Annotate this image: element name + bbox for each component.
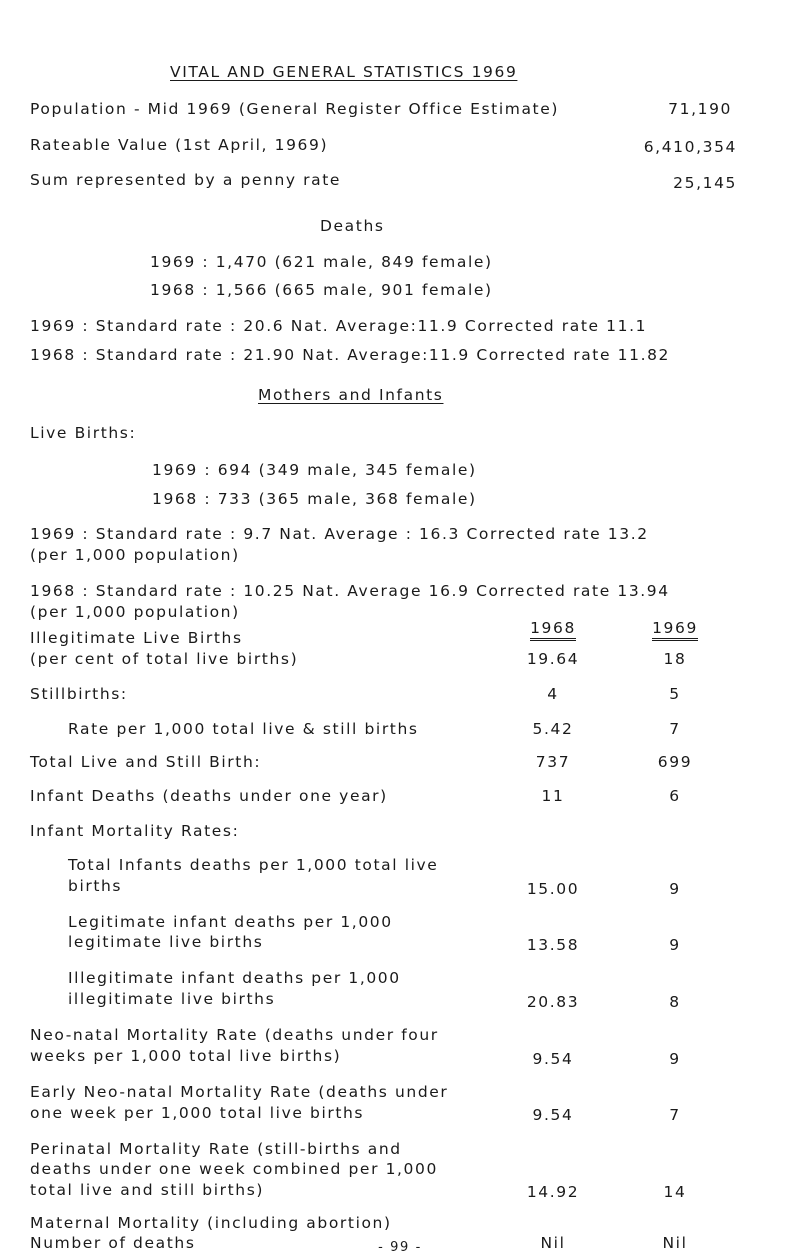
deaths-heading: Deaths [320,217,385,235]
value-1968: 19.64 [526,650,580,668]
row-label-continued: one week per 1,000 total live births [30,1104,365,1122]
value-1969: 9 [669,1050,681,1068]
penny-rate-value: 25,145 [673,174,737,192]
deaths-1969: 1969 : 1,470 (621 male, 849 female) [150,253,493,271]
value-1969: 18 [663,650,687,668]
value-1968: Nil [540,1234,566,1252]
value-1968: 15.00 [526,880,580,898]
row-label-continued: deaths under one week combined per 1,000 [30,1160,438,1178]
row-label-continued: weeks per 1,000 total live births) [30,1047,342,1065]
value-1968: 14.92 [526,1183,580,1201]
value-1969: 699 [657,753,693,771]
value-1969: Nil [662,1234,688,1252]
row-label: Illegitimate Live Births [30,629,243,647]
value-1969: 7 [669,720,681,738]
value-1968: 737 [535,753,571,771]
row-label: Rate per 1,000 total live & still births [68,720,419,738]
value-1969: 14 [663,1183,687,1201]
population-value: 71,190 [668,100,732,118]
live-births-1968: 1968 : 733 (365 male, 368 female) [152,490,477,508]
value-1969: 8 [669,993,681,1011]
row-label: Illegitimate infant deaths per 1,000 [68,969,401,987]
value-1968: 5.42 [532,720,574,738]
value-1968: 13.58 [526,936,580,954]
row-label: Perinatal Mortality Rate (still-births and [30,1140,402,1158]
rateable-value: 6,410,354 [643,138,737,156]
row-label-continued: births [68,877,123,895]
value-1968: 11 [541,787,565,805]
row-label-continued: total live and still births) [30,1181,265,1199]
row-label-continued: illegitimate live births [68,990,276,1008]
column-header-1968: 1968 [518,619,588,637]
row-label: Total Live and Still Birth: [30,753,262,771]
row-label: Total Infants deaths per 1,000 total live [68,856,439,874]
page-title: VITAL AND GENERAL STATISTICS 1969 [170,63,518,81]
births-rate-1969-note: (per 1,000 population) [30,546,240,564]
live-births-1969: 1969 : 694 (349 male, 345 female) [152,461,477,479]
deaths-rate-1969: 1969 : Standard rate : 20.6 Nat. Average:11.9 Corrected rate 11.1 [30,317,648,335]
row-label: Maternal Mortality (including abortion) [30,1214,392,1232]
row-label: Stillbirths: [30,685,128,703]
value-1968: 9.54 [532,1106,574,1124]
page-number: - 99 - [378,1240,422,1255]
value-1969: 7 [669,1106,681,1124]
row-label: (per cent of total live births) [30,650,299,668]
row-label: Legitimate infant deaths per 1,000 [68,913,393,931]
row-label: Neo-natal Mortality Rate (deaths under four [30,1026,439,1044]
row-label: Infant Mortality Rates: [30,822,240,840]
value-1969: 9 [669,936,681,954]
value-1968: 9.54 [532,1050,574,1068]
value-1969: 6 [669,787,681,805]
rateable-value-label: Rateable Value (1st April, 1969) [30,136,329,154]
row-label: Number of deaths [30,1234,196,1252]
value-1968: 4 [547,685,559,703]
births-rate-1968-note: (per 1,000 population) [30,603,240,621]
value-1968: 20.83 [526,993,580,1011]
births-rate-1969: 1969 : Standard rate : 9.7 Nat. Average : 16.3 Corrected rate 13.2 [30,525,649,543]
deaths-1968: 1968 : 1,566 (665 male, 901 female) [150,281,493,299]
value-1969: 5 [669,685,681,703]
mothers-infants-heading: Mothers and Infants [258,386,444,404]
row-label-continued: legitimate live births [68,933,264,951]
row-label: Early Neo-natal Mortality Rate (deaths under [30,1083,449,1101]
row-label: Infant Deaths (deaths under one year) [30,787,388,805]
births-rate-1968: 1968 : Standard rate : 10.25 Nat. Average 16.9 Corrected rate 13.94 [30,582,670,600]
value-1969: 9 [669,880,681,898]
deaths-rate-1968: 1968 : Standard rate : 21.90 Nat. Average:11.9 Corrected rate 11.82 [30,346,671,364]
live-births-label: Live Births: [30,424,137,442]
column-header-1969: 1969 [640,619,710,637]
penny-rate-label: Sum represented by a penny rate [30,171,342,189]
population-label: Population - Mid 1969 (General Register Office Estimate) [30,100,560,118]
